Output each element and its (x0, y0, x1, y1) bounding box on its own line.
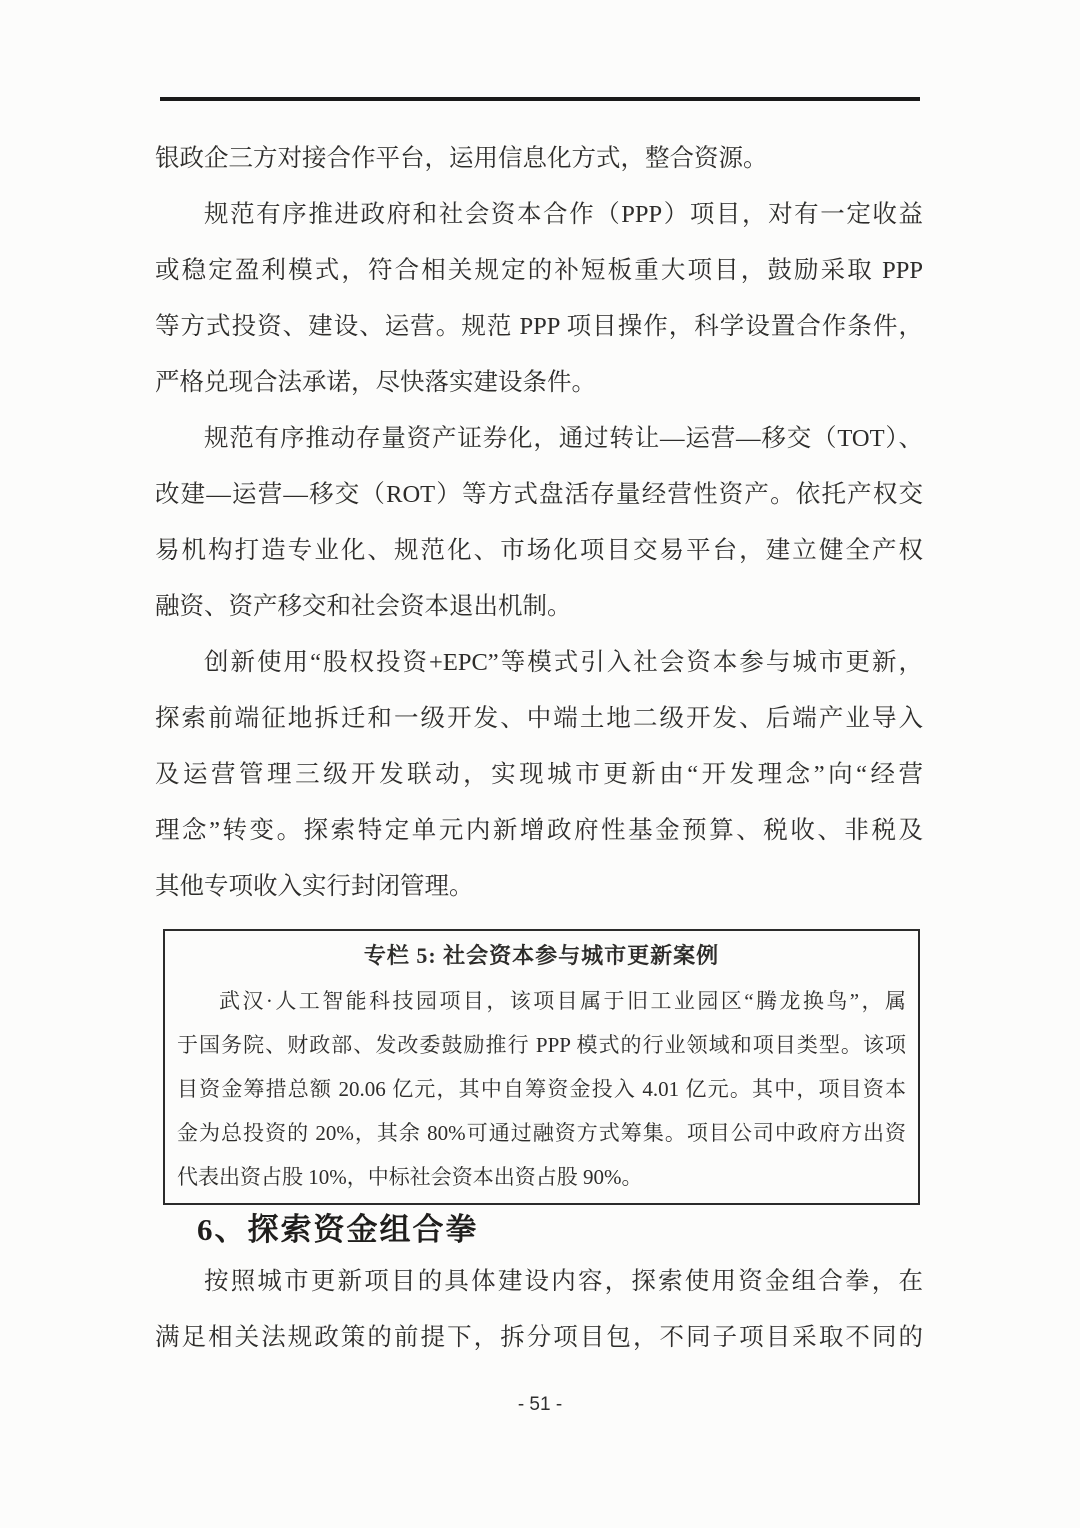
paragraph-line: 规范有序推动存量资产证券化，通过转让—运营—移交（TOT）、 (204, 425, 923, 452)
paragraph-line: 其他专项收入实行封闭管理。 (155, 873, 474, 900)
paragraph-line: 满足相关法规政策的前提下，拆分项目包，不同子项目采取不同的 (155, 1324, 923, 1351)
paragraph-line: 易机构打造专业化、规范化、市场化项目交易平台，建立健全产权 (155, 537, 923, 564)
paragraph-line: 及运营管理三级开发联动，实现城市更新由“开发理念”向“经营 (155, 761, 923, 788)
section-heading: 6、探索资金组合拳 (197, 1212, 479, 1247)
case-box-line: 于国务院、财政部、发改委鼓励推行 PPP 模式的行业领域和项目类型。该项 (177, 1033, 906, 1057)
case-box-title: 专栏 5: 社会资本参与城市更新案例 (363, 943, 720, 968)
closing-paragraph (155, 1254, 923, 1366)
case-box-line: 目资金筹措总额 20.06 亿元，其中自筹资金投入 4.01 亿元。其中，项目资本 (177, 1077, 906, 1101)
paragraph-line: 或稳定盈利模式，符合相关规定的补短板重大项目，鼓励采取 PPP (155, 257, 923, 284)
paragraph-line: 严格兑现合法承诺，尽快落实建设条件。 (155, 369, 596, 396)
paragraph-line: 探索前端征地拆迁和一级开发、中端土地二级开发、后端产业导入 (155, 705, 923, 732)
body-text (155, 131, 923, 915)
paragraph-line: 规范有序推进政府和社会资本合作（PPP）项目，对有一定收益 (204, 201, 923, 228)
case-study-box (163, 929, 920, 1205)
paragraph-line: 银政企三方对接合作平台，运用信息化方式，整合资源。 (155, 145, 768, 172)
paragraph-line: 融资、资产移交和社会资本退出机制。 (155, 593, 572, 620)
case-box-line: 金为总投资的 20%，其余 80%可通过融资方式筹集。项目公司中政府方出资 (177, 1121, 906, 1145)
page-number: - 51 - (517, 1394, 563, 1415)
paragraph-line: 等方式投资、建设、运营。规范 PPP 项目操作，科学设置合作条件， (155, 313, 923, 340)
paragraph-line: 理念”转变。探索特定单元内新增政府性基金预算、税收、非税及 (155, 817, 923, 844)
case-box-line: 代表出资占股 10%，中标社会资本出资占股 90%。 (177, 1165, 643, 1189)
paragraph-line: 创新使用“股权投资+EPC”等模式引入社会资本参与城市更新， (204, 649, 923, 676)
paragraph-line: 按照城市更新项目的具体建设内容，探索使用资金组合拳，在 (204, 1268, 923, 1295)
case-box-line: 武汉·人工智能科技园项目，该项目属于旧工业园区“腾龙换鸟”，属 (219, 989, 906, 1013)
header-rule (160, 97, 920, 101)
paragraph-line: 改建—运营—移交（ROT）等方式盘活存量经营性资产。依托产权交 (155, 481, 923, 508)
